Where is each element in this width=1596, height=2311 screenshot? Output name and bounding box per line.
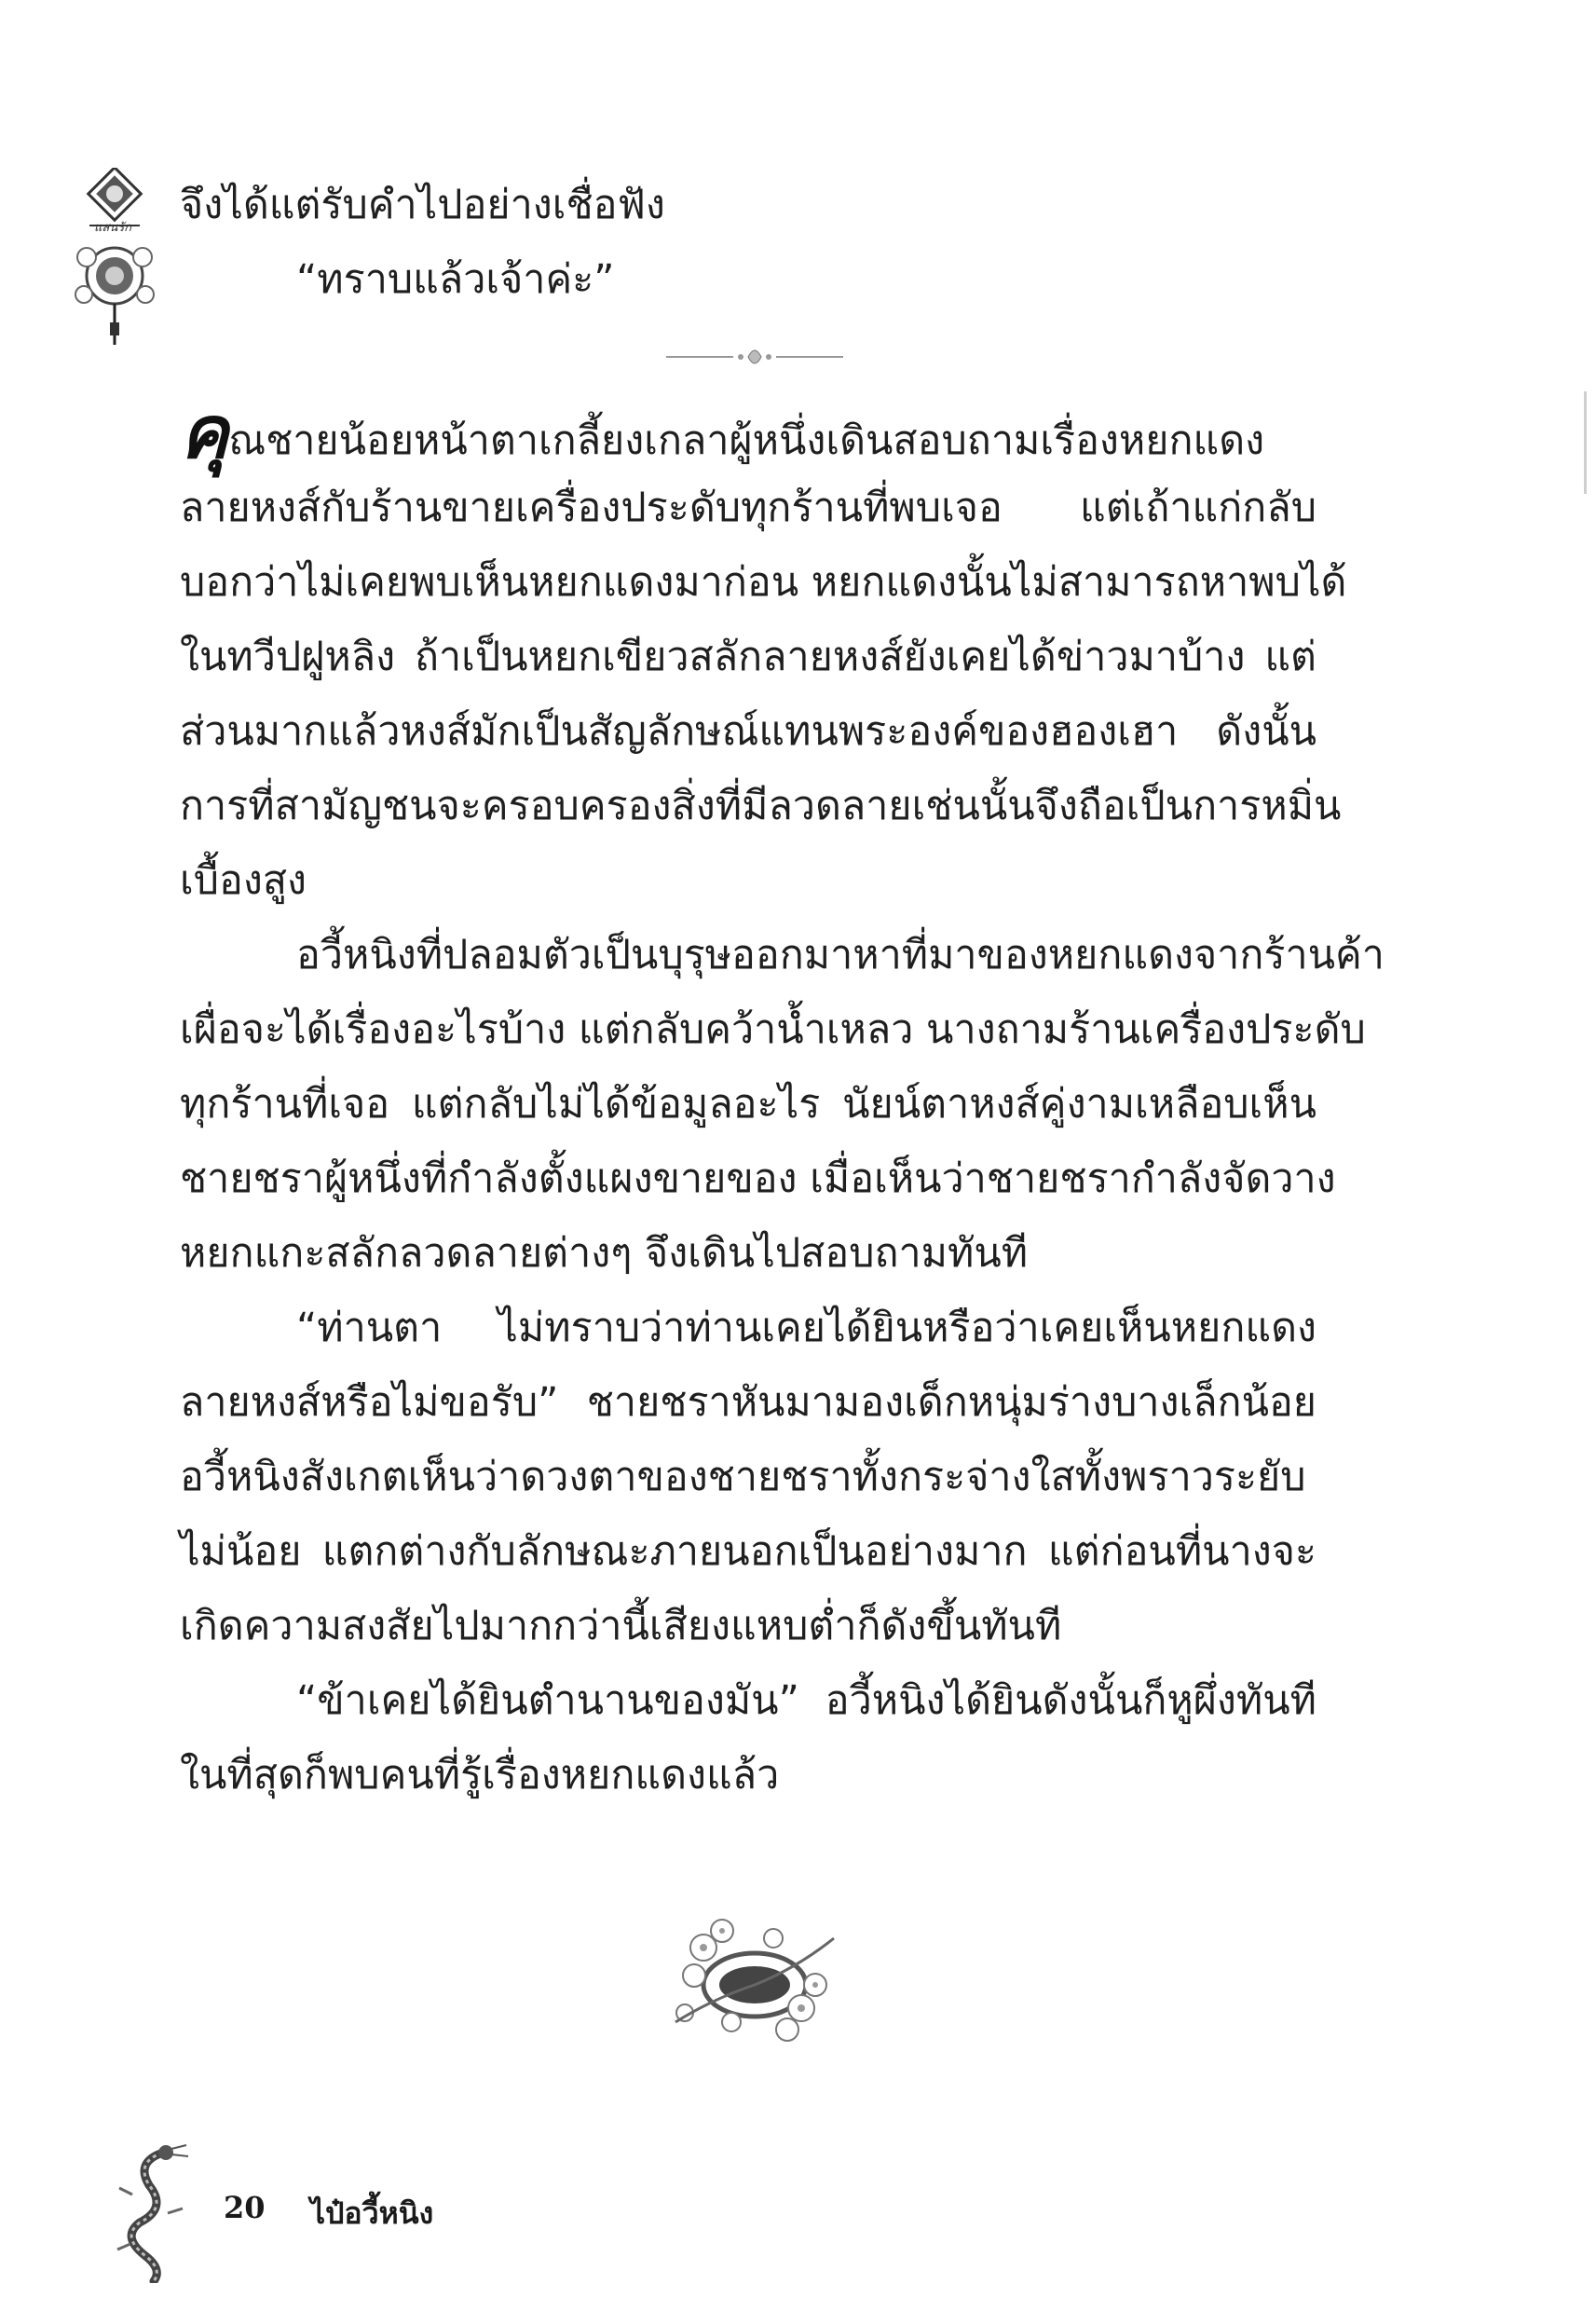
text-line: บอกว่าไม่เคยพบเห็นหยกแดงมาก่อน หยกแดงนั้นไม่สามารถหาพบได้ — [180, 559, 1347, 606]
page-number: 20 — [224, 2190, 266, 2225]
section-divider — [666, 341, 843, 373]
text-line: เบื้องสูง — [180, 857, 307, 904]
text-line: ในทวีปฝูหลิง ถ้าเป็นหยกเขียวสลักลายหงส์ยังเคยได้ข่าวมาบ้าง แต่ — [180, 634, 1316, 680]
text-line: ลายหงส์กับร้านขายเครื่องประดับทุกร้านที่พบเจอ แต่เถ้าแก่กลับ — [180, 485, 1316, 531]
text-line: เกิดความสงสัยไปมากกว่านี้เสียงแหบต่ำก็ดังขึ้นทันที — [180, 1603, 1062, 1649]
dragon-icon — [112, 2143, 196, 2283]
text-line: อวี้หนิงที่ปลอมตัวเป็นบุรุษออกมาหาที่มาของหยกแดงจากร้านค้า — [296, 932, 1385, 978]
text-line: “ข้าเคยได้ยินตำนานของมัน” อวี้หนิงได้ยินดังนั้นก็หูผึ่งทันที — [296, 1677, 1316, 1724]
text-line-rest: ณชายน้อยหน้าตาเกลี้ยงเกลาผู้หนึ่งเดินสอบถามเรื่องหยกแดง — [228, 417, 1265, 464]
text-line: ส่วนมากแล้วหงส์มักเป็นสัญลักษณ์แทนพระองค์ของฮองเฮา ดังนั้น — [180, 708, 1316, 755]
text-line: จึงได้แต่รับคำไปอย่างเชื่อฟัง — [180, 182, 665, 228]
drop-cap: คุ — [180, 391, 229, 475]
text-line: การที่สามัญชนจะครอบครองสิ่งที่มีลวดลายเช่นนั้นจึงถือเป็นการหมิ่น — [180, 783, 1342, 829]
text-line: ทุกร้านที่เจอ แต่กลับไม่ได้ข้อมูลอะไร นัยน์ตาหงส์คู่งามเหลือบเห็น — [180, 1081, 1316, 1128]
text-line: ในที่สุดก็พบคนที่รู้เรื่องหยกแดงแล้ว — [180, 1752, 780, 1798]
text-line: หยกแกะสลักลวดลายต่างๆ จึงเดินไปสอบถามทันที — [180, 1230, 1029, 1277]
logo-label: แสนรัก — [94, 221, 132, 235]
page-edge-mark — [1584, 391, 1587, 494]
logo-emblem — [71, 168, 158, 354]
text-line: “ทราบแล้วเจ้าค่ะ” — [296, 256, 615, 303]
text-line: อวี้หนิงสังเกตเห็นว่าดวงตาของชายชราทั้งกระจ่างใสทั้งพราวระยับ — [180, 1454, 1306, 1500]
book-title: ไป๋อวี้หนิง — [310, 2195, 434, 2231]
text-line: ลายหงส์หรือไม่ขอรับ” ชายชราหันมามองเด็กหนุ่มร่างบางเล็กน้อย — [180, 1379, 1316, 1426]
text-line: ชายชราผู้หนึ่งที่กำลังตั้งแผงขายของ เมื่อเห็นว่าชายชรากำลังจัดวาง — [180, 1156, 1336, 1202]
text-line: “ท่านตา ไม่ทราบว่าท่านเคยได้ยินหรือว่าเคยเห็นหยกแดง — [296, 1305, 1316, 1351]
text-line — [180, 391, 1316, 475]
text-line: เผื่อจะได้เรื่องอะไรบ้าง แต่กลับคว้าน้ำเหลว นางถามร้านเครื่องประดับ — [180, 1006, 1366, 1053]
text-line: ไม่น้อย แตกต่างกับลักษณะภายนอกเป็นอย่างมาก แต่ก่อนที่นางจะ — [180, 1528, 1316, 1575]
flower-vignette — [666, 1910, 843, 2050]
